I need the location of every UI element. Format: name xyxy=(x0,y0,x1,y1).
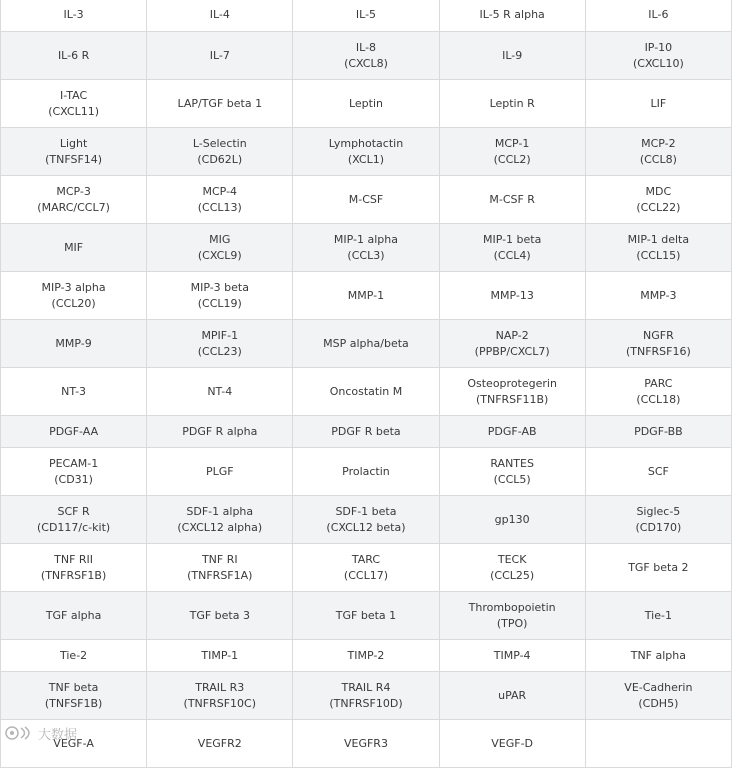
analyte-name: PDGF-AA xyxy=(49,424,99,438)
analyte-name: MIF xyxy=(64,240,84,254)
analyte-name: Leptin R xyxy=(489,96,535,110)
table-cell xyxy=(439,496,585,544)
table-cell xyxy=(1,80,147,128)
analyte-alias: (CXCL11) xyxy=(48,104,99,118)
analyte-alias: (TNFRSF10D) xyxy=(329,696,403,710)
table-row xyxy=(1,176,732,224)
analyte-name: Prolactin xyxy=(342,464,390,478)
analyte-name: TRAIL R3 xyxy=(195,680,245,694)
analyte-name: M-CSF R xyxy=(489,192,535,206)
analyte-alias: (CCL4) xyxy=(493,248,531,262)
table-cell xyxy=(1,448,147,496)
table-cell xyxy=(585,224,731,272)
table-cell xyxy=(147,368,293,416)
table-body xyxy=(1,0,732,768)
analyte-name: uPAR xyxy=(498,688,527,702)
table-cell xyxy=(439,544,585,592)
analyte-name: SCF xyxy=(647,464,669,478)
table-cell xyxy=(439,368,585,416)
table-cell xyxy=(585,496,731,544)
analyte-name: NGFR xyxy=(643,328,674,342)
analyte-name: NAP-2 xyxy=(495,328,529,342)
table-cell xyxy=(147,496,293,544)
analyte-name: Lymphotactin xyxy=(328,136,404,150)
analyte-name: TGF beta 1 xyxy=(335,608,397,622)
table-cell xyxy=(439,128,585,176)
table-cell xyxy=(147,320,293,368)
analyte-name: PDGF R beta xyxy=(331,424,401,438)
table-cell xyxy=(439,80,585,128)
table-cell xyxy=(147,720,293,768)
analyte-name: Tie-2 xyxy=(60,648,88,662)
analyte-name: TARC xyxy=(351,552,381,566)
analyte-name: VEGF-A xyxy=(53,736,94,750)
table-cell xyxy=(439,0,585,32)
table-cell xyxy=(585,272,731,320)
analyte-name: TNF RI xyxy=(201,552,238,566)
table-cell xyxy=(585,0,731,32)
table-cell xyxy=(147,672,293,720)
analyte-name: MCP-3 xyxy=(56,184,91,198)
analyte-name: IL-3 xyxy=(63,8,84,21)
analyte-name: SDF-1 beta xyxy=(335,504,397,518)
analyte-alias: (CCL22) xyxy=(636,200,681,214)
analyte-alias: (CCL25) xyxy=(490,568,535,582)
analyte-name: TIMP-2 xyxy=(347,648,385,662)
analyte-name: NT-4 xyxy=(207,384,233,398)
table-cell xyxy=(293,592,439,640)
table-cell xyxy=(585,720,731,768)
analyte-name: Tie-1 xyxy=(644,608,672,622)
analyte-alias: (CD31) xyxy=(54,472,93,486)
table-cell xyxy=(1,272,147,320)
table-cell xyxy=(147,32,293,80)
analyte-name: Leptin xyxy=(348,96,383,110)
analyte-alias: (CXCL12 alpha) xyxy=(177,520,263,534)
analyte-name: IL-5 R alpha xyxy=(479,8,545,21)
table-cell xyxy=(585,320,731,368)
analyte-alias: (TNFRSF10C) xyxy=(183,696,257,710)
table-row xyxy=(1,496,732,544)
analyte-name: L-Selectin xyxy=(192,136,247,150)
analyte-name: Osteoprotegerin xyxy=(467,376,557,390)
table-row xyxy=(1,640,732,672)
table-cell xyxy=(293,224,439,272)
analyte-alias: (CCL2) xyxy=(493,152,531,166)
table-cell xyxy=(147,128,293,176)
table-cell xyxy=(147,416,293,448)
analyte-alias: (CXCL9) xyxy=(197,248,242,262)
table-cell xyxy=(585,80,731,128)
analyte-name: RANTES xyxy=(490,456,534,470)
analyte-alias: (CCL15) xyxy=(636,248,681,262)
table-cell xyxy=(1,496,147,544)
table-cell xyxy=(147,176,293,224)
table-cell xyxy=(585,416,731,448)
analyte-name: MSP alpha/beta xyxy=(323,336,409,350)
table-cell xyxy=(147,0,293,32)
table-cell xyxy=(1,32,147,80)
table-cell xyxy=(585,544,731,592)
table-cell xyxy=(293,0,439,32)
analyte-name: MMP-3 xyxy=(640,288,677,302)
analyte-name: IL-5 xyxy=(355,8,377,21)
analyte-alias: (CCL13) xyxy=(197,200,242,214)
analyte-name: IL-6 xyxy=(648,8,669,21)
table-cell xyxy=(293,320,439,368)
table-cell xyxy=(293,368,439,416)
analyte-alias: (CXCL12 beta) xyxy=(326,520,406,534)
analyte-name: MIP-3 beta xyxy=(190,280,249,294)
analyte-name: Light xyxy=(59,136,88,150)
table-cell xyxy=(147,224,293,272)
table-cell xyxy=(439,176,585,224)
analyte-alias: (CDH5) xyxy=(638,696,679,710)
table-cell xyxy=(439,672,585,720)
analyte-name: MMP-1 xyxy=(347,288,385,302)
analyte-name: MIP-1 delta xyxy=(627,232,690,246)
table-row xyxy=(1,320,732,368)
table-cell xyxy=(1,368,147,416)
table-row xyxy=(1,80,732,128)
analyte-alias: (CCL3) xyxy=(347,248,385,262)
table-cell xyxy=(439,272,585,320)
analyte-name: TNF beta xyxy=(48,680,99,694)
analyte-name: MIG xyxy=(209,232,231,246)
table-row xyxy=(1,368,732,416)
table-cell xyxy=(1,592,147,640)
analyte-name: NT-3 xyxy=(61,384,87,398)
table-row xyxy=(1,544,732,592)
analyte-alias: (CD62L) xyxy=(197,152,243,166)
table-cell xyxy=(1,720,147,768)
analyte-name: VEGF-D xyxy=(491,736,534,750)
analyte-name: VEGFR2 xyxy=(197,736,242,750)
analyte-name: IL-8 xyxy=(355,40,377,54)
table-row xyxy=(1,720,732,768)
analyte-alias: (CD117/c-kit) xyxy=(36,520,111,534)
table-cell xyxy=(439,320,585,368)
table-cell xyxy=(293,416,439,448)
analyte-name: VE-Cadherin xyxy=(624,680,693,694)
analyte-name: TGF alpha xyxy=(45,608,102,622)
analyte-name: MCP-1 xyxy=(494,136,530,150)
analyte-alias: (CCL8) xyxy=(639,152,677,166)
analyte-name: IL-4 xyxy=(209,8,230,21)
table-row xyxy=(1,592,732,640)
analyte-name: MDC xyxy=(645,184,672,198)
analyte-name: MPIF-1 xyxy=(201,328,239,342)
analyte-name: M-CSF xyxy=(348,192,384,206)
table-cell xyxy=(1,0,147,32)
table-cell xyxy=(1,176,147,224)
table-cell xyxy=(293,672,439,720)
analyte-name: TIMP-1 xyxy=(201,648,239,662)
watermark-text: 大数据 xyxy=(38,727,78,743)
analyte-name: MCP-4 xyxy=(202,184,238,198)
analyte-name: MMP-13 xyxy=(490,288,534,302)
analyte-name: TNF RII xyxy=(54,552,94,566)
table-cell xyxy=(439,640,585,672)
table-cell xyxy=(585,176,731,224)
analyte-name: LIF xyxy=(650,96,667,110)
analyte-alias: (CXCL8) xyxy=(344,56,388,70)
analyte-name: TGF beta 2 xyxy=(628,560,689,574)
analyte-alias: (CXCL10) xyxy=(632,56,684,70)
table-cell xyxy=(147,544,293,592)
table-cell xyxy=(147,640,293,672)
analyte-alias: (TNFRSF16) xyxy=(625,344,691,358)
table-cell xyxy=(1,672,147,720)
analyte-name: TRAIL R4 xyxy=(341,680,391,694)
table-row xyxy=(1,0,732,32)
table-cell xyxy=(293,640,439,672)
analyte-name: PDGF R alpha xyxy=(182,424,258,438)
table-cell xyxy=(439,32,585,80)
analyte-name: PDGF-BB xyxy=(634,424,683,438)
analyte-alias: (TNFRSF1B) xyxy=(40,568,107,582)
analyte-name: PDGF-AB xyxy=(487,424,537,438)
analyte-name: IL-6 R xyxy=(57,48,90,62)
table-cell xyxy=(585,640,731,672)
table-row xyxy=(1,272,732,320)
analyte-alias: (TNFRSF11B) xyxy=(475,392,549,406)
table-cell xyxy=(293,272,439,320)
analyte-alias: (MARC/CCL7) xyxy=(37,200,110,214)
table-row xyxy=(1,224,732,272)
table-cell xyxy=(439,224,585,272)
analyte-name: MIP-3 alpha xyxy=(41,280,106,294)
analyte-alias: (TNFSF14) xyxy=(45,152,103,166)
analyte-name: TECK xyxy=(497,552,527,566)
table-cell xyxy=(1,128,147,176)
analyte-name: Siglec-5 xyxy=(636,504,681,518)
analyte-name: gp130 xyxy=(494,512,530,526)
analyte-alias: (XCL1) xyxy=(347,152,385,166)
table-cell xyxy=(1,544,147,592)
analyte-name: PLGF xyxy=(205,464,234,478)
table-cell xyxy=(439,416,585,448)
table-row xyxy=(1,672,732,720)
table-cell xyxy=(585,672,731,720)
table-cell xyxy=(1,320,147,368)
table-cell xyxy=(585,448,731,496)
analyte-alias: (CCL17) xyxy=(343,568,388,582)
analyte-name: MCP-2 xyxy=(641,136,676,150)
analyte-name: VEGFR3 xyxy=(343,736,388,750)
table-cell xyxy=(439,448,585,496)
table-cell xyxy=(293,128,439,176)
table-row xyxy=(1,128,732,176)
table-cell xyxy=(1,416,147,448)
analyte-name: Oncostatin M xyxy=(329,384,403,398)
table-cell xyxy=(293,720,439,768)
analyte-name: TIMP-4 xyxy=(493,648,531,662)
analyte-name: PECAM-1 xyxy=(48,456,99,470)
analyte-alias: (CCL20) xyxy=(51,296,96,310)
analyte-name: IL-7 xyxy=(209,48,230,62)
table-cell xyxy=(147,448,293,496)
table-cell xyxy=(293,176,439,224)
table-cell xyxy=(147,80,293,128)
table-row xyxy=(1,416,732,448)
table-cell xyxy=(293,32,439,80)
table-cell xyxy=(147,272,293,320)
table-cell xyxy=(293,448,439,496)
analyte-alias: (CCL19) xyxy=(197,296,242,310)
table-cell xyxy=(1,224,147,272)
analyte-name: SDF-1 alpha xyxy=(186,504,254,518)
table-cell xyxy=(293,544,439,592)
analyte-name: LAP/TGF beta 1 xyxy=(177,96,263,110)
table-cell xyxy=(147,592,293,640)
table-cell xyxy=(439,720,585,768)
analyte-name: TNF alpha xyxy=(630,648,686,662)
table-cell xyxy=(585,32,731,80)
analyte-alias: (CCL18) xyxy=(636,392,681,406)
analyte-alias: (PPBP/CXCL7) xyxy=(474,344,550,358)
analyte-name: MIP-1 beta xyxy=(482,232,542,246)
analyte-alias: (TPO) xyxy=(496,616,528,630)
analyte-alias: (CCL23) xyxy=(197,344,242,358)
analyte-name: IL-9 xyxy=(502,48,523,62)
analyte-alias: (TNFSF1B) xyxy=(44,696,103,710)
table-cell xyxy=(1,640,147,672)
analyte-name: I-TAC xyxy=(60,88,88,102)
table-cell xyxy=(585,368,731,416)
table-cell xyxy=(585,128,731,176)
analyte-alias: (CD170) xyxy=(635,520,682,534)
analyte-name: PARC xyxy=(644,376,673,390)
analyte-name: MIP-1 alpha xyxy=(333,232,399,246)
table-cell xyxy=(585,592,731,640)
analyte-alias: (TNFRSF1A) xyxy=(187,568,253,582)
table-row xyxy=(1,32,732,80)
table-cell xyxy=(439,592,585,640)
analyte-name: Thrombopoietin xyxy=(468,600,556,614)
analyte-name: IP-10 xyxy=(644,40,673,54)
analyte-name: MMP-9 xyxy=(55,336,92,350)
table-row xyxy=(1,448,732,496)
table-cell xyxy=(293,496,439,544)
table-cell xyxy=(293,80,439,128)
analyte-alias: (CCL5) xyxy=(493,472,531,486)
analyte-name: SCF R xyxy=(57,504,90,518)
analyte-name: TGF beta 3 xyxy=(189,608,250,622)
